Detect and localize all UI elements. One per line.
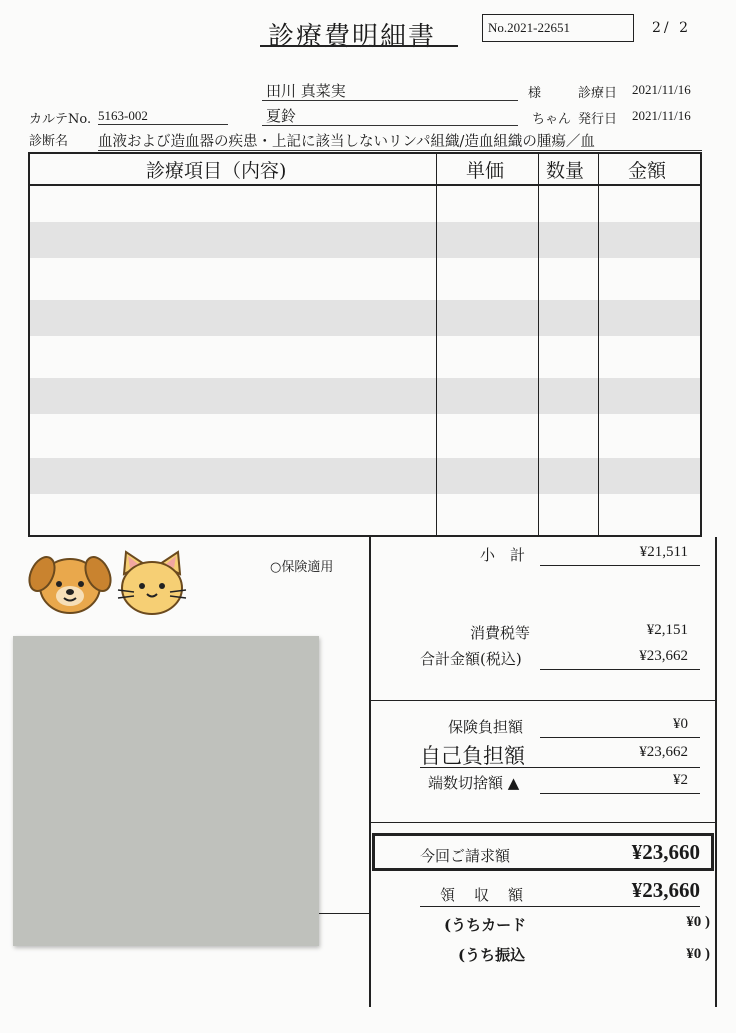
visit-date: 2021/11/16	[632, 82, 691, 97]
visit-date-label: 診療日	[578, 86, 618, 101]
received-amount: ¥23,660	[631, 878, 700, 902]
insurance-note: ○保険適用	[270, 560, 334, 575]
subtotal-underline	[540, 565, 700, 566]
sticky-note	[13, 636, 319, 946]
billing-label: 今回ご請求額	[420, 847, 511, 865]
owner-name-field	[262, 80, 518, 101]
total-label: 合計金額(税込)	[420, 650, 522, 668]
total-underline	[540, 669, 700, 670]
received-underline	[420, 906, 700, 907]
tax-label: 消費税等	[470, 624, 531, 642]
owner-name: 田川 真菜実	[266, 82, 346, 100]
insurance-label: 保険負担額	[448, 718, 524, 736]
rounding-underline	[540, 793, 700, 794]
card-amount: ¥0 )	[686, 914, 710, 930]
header-unit-price: 単価	[466, 160, 505, 182]
issue-date: 2021/11/16	[632, 108, 691, 123]
rounding-label: 端数切捨額 ▲	[428, 774, 520, 792]
doc-number: No.2021-22651	[488, 20, 570, 35]
header-quantity: 数量	[546, 160, 585, 182]
pet-name-field	[262, 105, 518, 126]
items-table	[28, 152, 702, 537]
column-divider	[538, 154, 539, 535]
column-divider	[598, 154, 599, 535]
pet-name: 夏鈴	[266, 107, 297, 125]
issue-date-label: 発行日	[578, 112, 618, 127]
page-number: 2/ 2	[652, 20, 691, 36]
rounding-amount: ¥2	[673, 772, 688, 788]
cat-face-icon	[114, 548, 190, 618]
summary-divider	[369, 822, 717, 823]
pet-suffix: ちゃん	[532, 112, 572, 127]
dog-face-icon	[28, 548, 112, 618]
transfer-amount: ¥0 )	[686, 946, 710, 962]
summary-divider	[369, 700, 717, 701]
total-amount: ¥23,662	[639, 648, 688, 664]
title-underline	[260, 45, 458, 47]
diagnosis-label: 診断名	[29, 134, 69, 149]
transfer-label: (うち振込	[458, 946, 526, 964]
header-item: 診療項目（内容)	[146, 160, 287, 182]
tax-amount: ¥2,151	[646, 622, 688, 638]
chart-no-label: カルテNo.	[29, 112, 92, 127]
subtotal-amount: ¥21,511	[639, 544, 688, 560]
column-divider	[436, 154, 437, 535]
chart-no: 5163-002	[98, 108, 228, 125]
self-pay-label: 自己負担額	[420, 744, 525, 768]
items-table-header	[30, 154, 700, 186]
received-label: 領 収 額	[440, 886, 526, 904]
insurance-amount: ¥0	[673, 716, 688, 732]
self-pay-underline	[420, 767, 700, 768]
self-pay-amount: ¥23,662	[639, 744, 688, 760]
owner-suffix: 様	[528, 86, 542, 101]
divider-line	[319, 913, 369, 914]
subtotal-label: 小 計	[480, 546, 526, 564]
insurance-underline	[540, 737, 700, 738]
diagnosis-text: 血液および造血器の疾患・上記に該当しないリンパ組織/造血組織の腫瘍／血	[98, 130, 702, 151]
document-title: 診療費明細書	[268, 22, 437, 52]
billing-amount: ¥23,660	[631, 840, 700, 864]
header-amount: 金額	[628, 160, 667, 182]
card-label: (うちカード	[444, 916, 527, 934]
